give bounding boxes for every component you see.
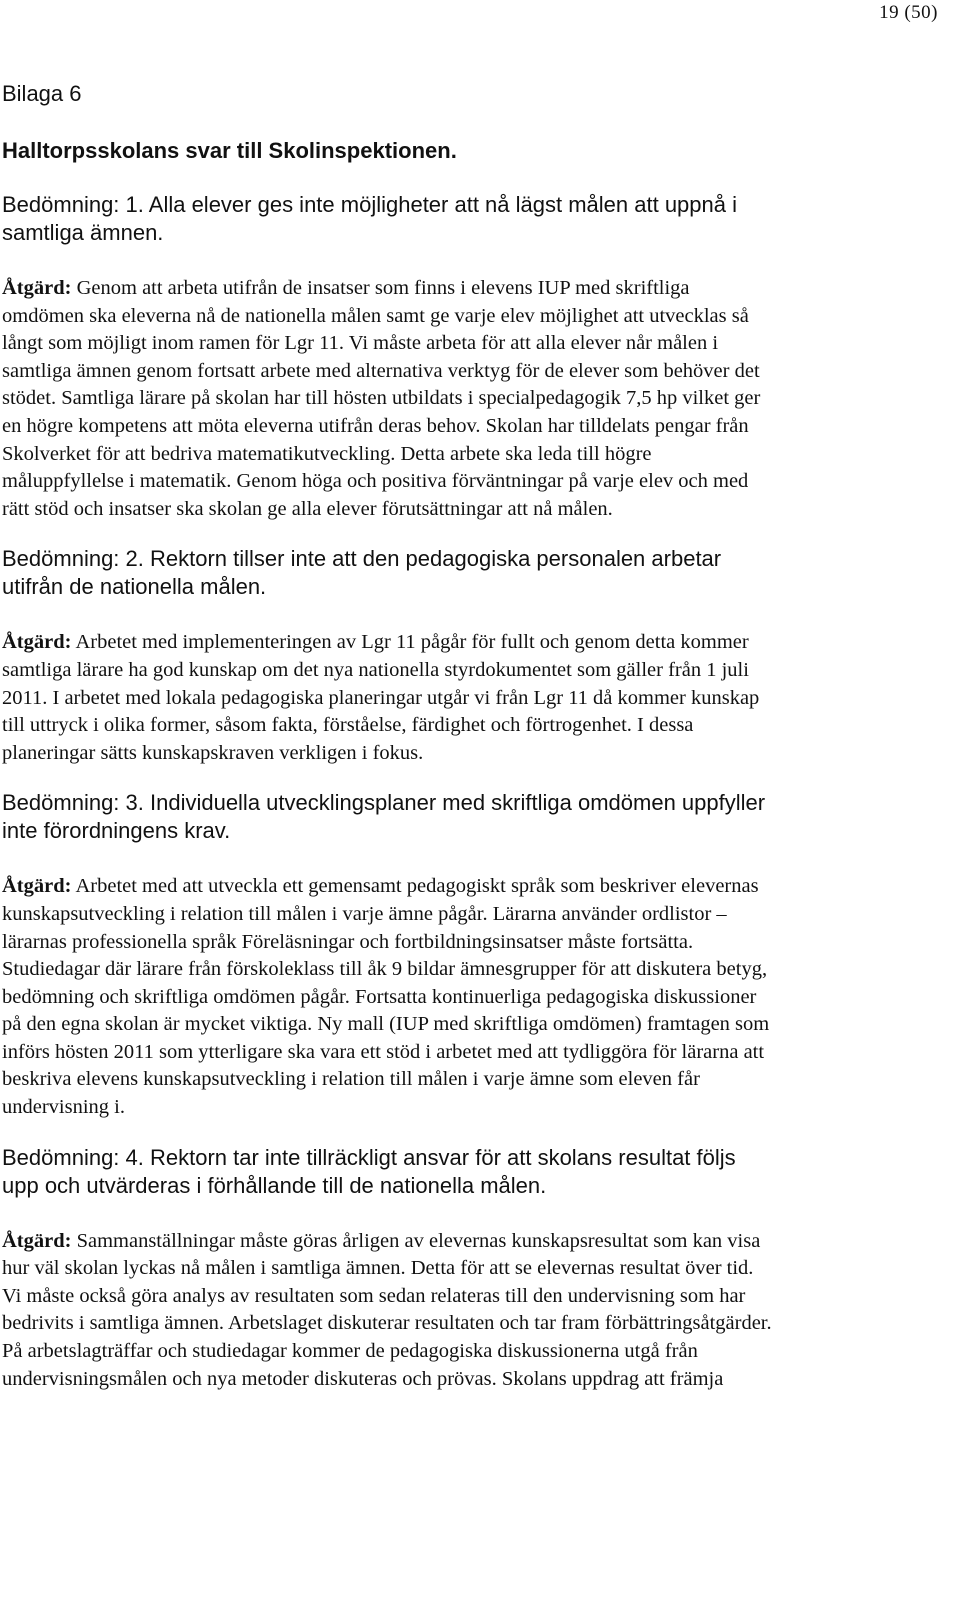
action-text: Arbetet med att utveckla ett gemensamt pedagogiskt språk som beskriver elevernas kunskapsutveckling i relation till målen i varje ämne pågår. Lärarna använder ordlistor – lärarnas professionella språk Föreläsningar och fortbildningsinsatser måste fortsätta. Studiedagar där lärare från förskoleklass till åk 9 bildar ämnesgrupper för att diskutera betyg, bedömning och skriftliga omdömen pågår. Fortsatta kontinuerliga pedagogiska diskussioner på den egna skolan är mycket viktiga. Ny mall (IUP med skriftliga omdömen) framtagen som införs hösten 2011 som ytterligare ska vara ett stöd i arbetet med att tydliggöra för lärarna att beskriva elevens kunskapsutveckling i relation till målen i varje ämne som eleven får undervisning i. [2,875,770,1119]
action-label: Åtgärd: [2,875,72,898]
document-body [2,80,772,1415]
document-title: Halltorpsskolans svar till Skolinspektionen. [2,138,457,163]
action-label: Åtgärd: [2,277,72,299]
section-1 [2,191,772,523]
action-paragraph [2,873,772,1121]
assessment-heading: Bedömning: 4. Rektorn tar inte tillräckligt ansvar för att skolans resultat följs upp och utvärderas i förhållande till de nationella målen. [2,1144,736,1198]
section-3 [2,789,772,1121]
assessment-heading: Bedömning: 2. Rektorn tillser inte att den pedagogiska personalen arbetar utifrån de nationella målen. [2,546,722,600]
section-2 [2,545,772,767]
action-text: Sammanställningar måste göras årligen av elevernas kunskapsresultat som kan visa hur väl skolan lyckas nå målen i samtliga ämnen. Detta för att se elevernas resultat över tid. Vi måste också göra analys av resultaten som sedan relateras till den undervisning som har bedrivits i samtliga ämnen. Arbetslaget diskuterar resultaten och tar fram förbättringsåtgärder. På arbetslagträffar och studiedagar kommer de pedagogiska diskussionerna utgå från undervisningsmålen och nya metoder diskuteras och prövas. Skolans uppdrag att främja [2,1229,772,1390]
action-text: Genom att arbeta utifrån de insatser som finns i elevens IUP med skriftliga omdömen ska eleverna nå de nationella målen samt ge varje elev möjlighet att utvecklas så långt som möjligt inom ramen för Lgr 11. Vi måste arbeta för att alla elever når målen i samtliga ämnen genom fortsatt arbete med alternativa verktyg för de elever som behöver det stödet. Samtliga lärare på skolan har till hösten utbildats i specialpedagogik 7,5 hp vilket ger en högre kompetens att möta eleverna utifrån deras behov. Skolan har tilldelats pengar från Skolverket för att bedriva matematikutveckling. Detta arbete ska leda till högre måluppfyllelse i matematik. Genom höga och positiva förväntningar på varje elev och med rätt stöd och insatser ska skolan ge alla elever förutsättningar att nå målen. [2,277,761,520]
action-label: Åtgärd: [2,1229,72,1252]
action-paragraph [2,275,772,523]
action-label: Åtgärd: [2,631,72,654]
assessment-heading: Bedömning: 3. Individuella utvecklingsplaner med skriftliga omdömen uppfyller inte förordningens krav. [2,790,766,844]
action-text: Arbetet med implementeringen av Lgr 11 pågår för fullt och genom detta kommer samtliga lärare ha god kunskap om det nya nationella styrdokumentet som gäller från 1 juli 2011. I arbetet med lokala pedagogiska planeringar utgår vi från Lgr 11 då kommer kunskap till uttryck i olika former, såsom fakta, förståelse, färdighet och förtrogenhet. I dessa planeringar sätts kunskapskraven verkligen i fokus. [2,631,760,764]
action-paragraph [2,629,772,767]
action-paragraph [2,1228,772,1394]
appendix-label: Bilaga 6 [2,81,82,106]
page-number: 19 (50) [879,2,938,23]
assessment-heading: Bedömning: 1. Alla elever ges inte möjligheter att nå lägst målen att uppnå i samtliga ämnen. [2,192,738,245]
section-4 [2,1144,772,1394]
